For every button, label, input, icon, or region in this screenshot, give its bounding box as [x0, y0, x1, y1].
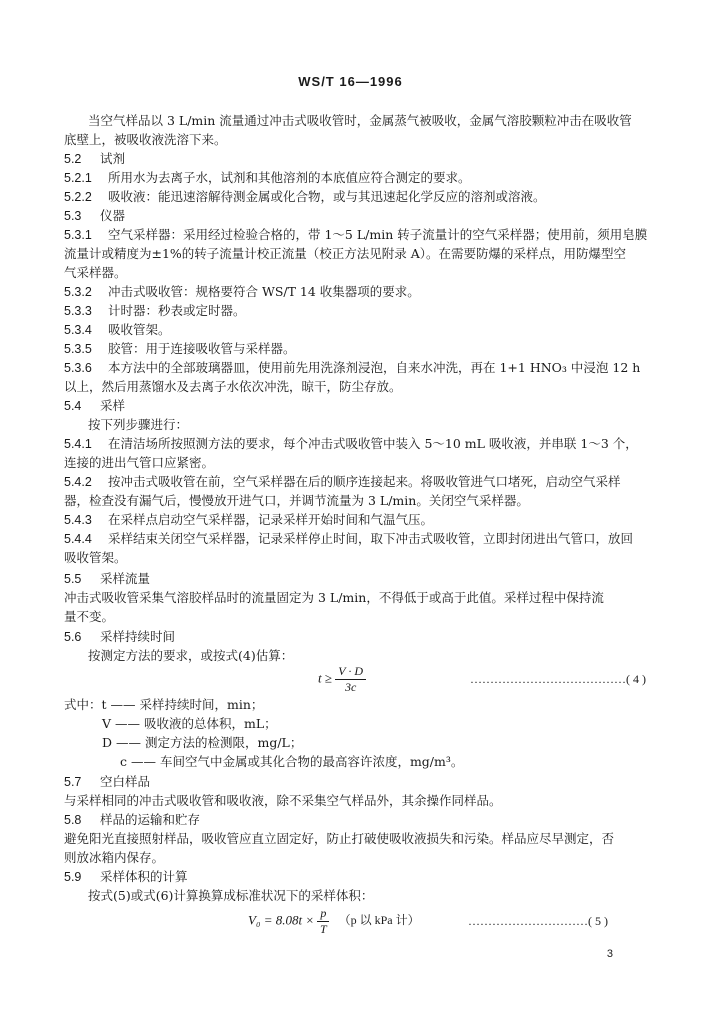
section-5-7-heading — [64, 773, 642, 791]
section-5-9-intro: 按式(5)或式(6)计算换算成标准状况下的采样体积： — [88, 888, 374, 903]
clause-5-3-1-line-3: 气采样器。 — [64, 265, 127, 280]
leader-dots: ………………………… — [468, 914, 588, 928]
equation-5-denominator: T — [320, 922, 327, 936]
clause-text: 空气采样器：采用经过检验合格的，带 1～5 L/min 转子流量计的空气采样器；使用前，须用皂膜 — [108, 227, 648, 242]
clause-text: 在清洁场所按照测方法的要求，每个冲击式吸收管中装入 5～10 mL 吸收液，并串联 1～3 个， — [108, 436, 638, 451]
clause-number: 5.3.3 — [64, 304, 92, 318]
clause-text: 在采样点启动空气采样器，记录采样开始时间和气温气压。 — [108, 512, 434, 527]
equation-5 — [248, 906, 420, 937]
clause-text: 胶管：用于连接吸收管与采样器。 — [108, 341, 296, 356]
standard-code-header: WS/T 16—1996 — [298, 74, 403, 89]
clause-number: 5.3.4 — [64, 323, 92, 337]
equation-5-numerator: p — [317, 906, 329, 922]
where-t — [64, 696, 642, 714]
section-5-4-intro: 按下列步骤进行： — [88, 417, 189, 432]
clause-5-3-1-line-1 — [64, 226, 648, 244]
clause-5-3-4 — [64, 321, 642, 339]
section-5-5-heading — [64, 570, 642, 588]
clause-number: 5.4.2 — [64, 475, 92, 489]
section-5-4-heading — [64, 397, 642, 415]
clause-5-3-5 — [64, 340, 642, 358]
clause-text: 吸收管架。 — [108, 322, 171, 337]
clause-number: 5.2.1 — [64, 171, 92, 185]
equation-4 — [318, 664, 366, 695]
clause-text: 按冲击式吸收管在前，空气采样器在后的顺序连接起来。将吸收管进气口堵死，启动空气采样 — [108, 474, 621, 489]
clause-number: 5.2.2 — [64, 190, 92, 204]
section-number: 5.6 — [64, 630, 82, 644]
clause-5-3-6-line-1 — [64, 359, 642, 377]
section-number: 5.7 — [64, 775, 82, 789]
clause-text: 吸收液：能迅速溶解待测金属或化合物，或与其迅速起化学反应的溶剂或溶液。 — [108, 189, 546, 204]
intro-line-2: 底壁上，被吸收液洗溶下来。 — [64, 132, 227, 147]
section-title: 采样持续时间 — [100, 629, 176, 644]
clause-5-4-4-line-1 — [64, 530, 642, 548]
clause-number: 5.4.1 — [64, 437, 92, 451]
section-number: 5.8 — [64, 813, 82, 827]
clause-number: 5.4.4 — [64, 532, 92, 546]
section-number: 5.9 — [64, 870, 82, 884]
section-5-5-line-1: 冲击式吸收管采集气溶胶样品时的流量固定为 3 L/min，不得低于或高于此值。采样过程中保持流 — [64, 590, 604, 605]
clause-text: 计时器：秒表或定时器。 — [108, 303, 246, 318]
clause-5-3-3 — [64, 302, 642, 320]
clause-5-4-2-line-2: 器，检查没有漏气后，慢慢放开进气口，并调节流量为 3 L/min。关闭空气采样器。 — [64, 493, 529, 508]
section-5-3-heading — [64, 207, 642, 225]
clause-number: 5.3.1 — [64, 228, 92, 242]
clause-5-4-1-line-1 — [64, 435, 642, 453]
section-5-5-line-2: 量不变。 — [64, 609, 115, 624]
clause-text: 本方法中的全部玻璃器皿，使用前先用洗涤剂浸泡，自来水冲洗，再在 1+1 HNO₃ 中浸泡 12 h — [108, 360, 641, 375]
section-title: 采样流量 — [100, 571, 151, 586]
section-title: 采样 — [100, 398, 126, 413]
section-5-2-heading — [64, 150, 642, 168]
clause-text: 冲击式吸收管：规格要符合 WS/T 14 收集器项的要求。 — [108, 284, 420, 299]
clause-number: 5.4.3 — [64, 513, 92, 527]
section-title: 样品的运输和贮存 — [100, 812, 201, 827]
section-5-9-heading — [64, 868, 642, 886]
where-d: D —— 测定方法的检测限，mg/L； — [102, 735, 303, 750]
equation-5-fraction — [317, 906, 329, 937]
section-5-8-line-2: 则放冰箱内保存。 — [64, 850, 165, 865]
leader-dots: ………………………………… — [470, 672, 626, 686]
section-title: 仪器 — [100, 208, 126, 223]
section-title: 空白样品 — [100, 774, 151, 789]
clause-number: 5.3.2 — [64, 285, 92, 299]
section-number: 5.2 — [64, 152, 82, 166]
equation-4-label — [470, 672, 646, 687]
section-5-7-text: 与采样相同的冲击式吸收管和吸收液，除不采集空气样品外，其余操作同样品。 — [64, 793, 502, 808]
equation-number: ( 5 ) — [588, 914, 608, 928]
where-lead: 式中： — [64, 697, 102, 712]
clause-text: 采样结束关闭空气采样器，记录采样停止时间，取下冲击式吸收管，立即封闭进出气管口，放回 — [108, 531, 634, 546]
section-number: 5.4 — [64, 399, 82, 413]
section-5-6-heading — [64, 628, 642, 646]
equation-4-lhs: t ≥ — [318, 670, 332, 686]
clause-text: 所用水为去离子水，试剂和其他溶剂的本底值应符合测定的要求。 — [108, 170, 471, 185]
equation-5-label — [468, 914, 608, 929]
section-5-8-heading — [64, 811, 642, 829]
clause-5-3-2 — [64, 283, 642, 301]
clause-5-4-2-line-1 — [64, 473, 642, 491]
clause-5-4-3 — [64, 511, 642, 529]
where-c: c —— 车间空气中金属或其化合物的最高容许浓度，mg/m³。 — [120, 754, 464, 769]
clause-number: 5.3.6 — [64, 361, 92, 375]
section-5-6-intro: 按测定方法的要求，或按式(4)估算： — [88, 648, 294, 663]
equation-4-fraction — [335, 664, 366, 695]
clause-5-3-1-line-2: 流量计或精度为±1%的转子流量计校正流量（校正方法见附录 A）。在需要防爆的采样点，用防爆型空 — [64, 246, 627, 261]
equation-number: ( 4 ) — [626, 672, 646, 686]
equation-4-denominator: 3c — [344, 680, 357, 694]
section-5-8-line-1: 避免阳光直接照射样品，吸收管应直立固定好，防止打破使吸收液损失和污染。样品应尽早测定，否 — [64, 831, 615, 846]
clause-5-3-6-line-2: 以上，然后用蒸馏水及去离子水依次冲洗，晾干，防尘存放。 — [64, 379, 402, 394]
intro-line-1: 当空气样品以 3 L/min 流量通过冲击式吸收管时，金属蒸气被吸收，金属气溶胶颗粒冲击在吸收管 — [88, 113, 632, 128]
section-title: 采样体积的计算 — [100, 869, 188, 884]
equation-5-unit-note: （p 以 kPa 计） — [338, 913, 420, 928]
where-v: V —— 吸收液的总体积，mL； — [102, 716, 277, 731]
clause-5-4-4-line-2: 吸收管架。 — [64, 550, 127, 565]
section-title: 试剂 — [100, 151, 126, 166]
clause-number: 5.3.5 — [64, 342, 92, 356]
section-number: 5.3 — [64, 209, 82, 223]
variable-definition: t —— 采样持续时间，min； — [101, 697, 264, 712]
clause-5-2-2 — [64, 188, 642, 206]
clause-5-2-1 — [64, 169, 642, 187]
equation-5-lhs: V₀ = 8.08t × — [248, 912, 315, 928]
equation-4-numerator: V · D — [335, 664, 366, 680]
page-number: 3 — [606, 948, 613, 960]
clause-5-4-1-line-2: 连接的进出气管口应紧密。 — [64, 455, 215, 470]
section-number: 5.5 — [64, 572, 82, 586]
